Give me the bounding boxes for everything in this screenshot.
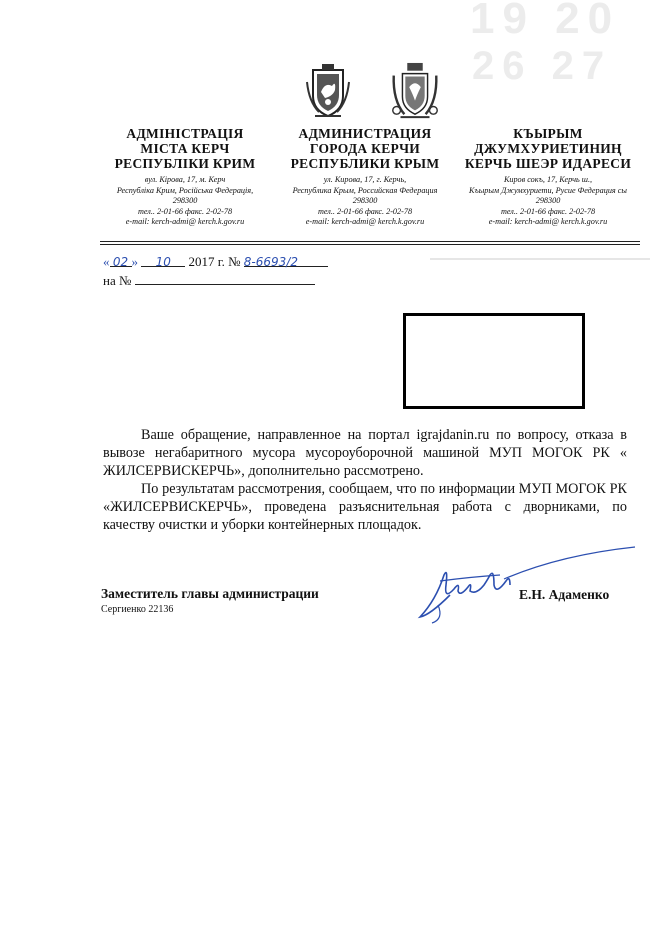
letter-body xyxy=(103,426,627,534)
reference-year-label: 2017 г. № xyxy=(188,254,241,269)
org-address-crimean-tatar: Киров сокъ, 17, Керчь ш., Къырым Джумхуриети, Русие Федерация сы 298300 тел.. 2-01-66 факс. 2-02-78 e-mail: kerch-admi@ kerch.k.gov.ru xyxy=(469,175,627,226)
body-paragraph: Ваше обращение, направленное на портал igrajdanin.ru по вопросу, отказа в вывозе негабаритного мусора мусороуборочной машиной МУП МОГОК РК « ЖИЛСЕРВИСКЕРЧЬ», дополнительно рассмотрено. xyxy=(103,427,627,479)
executor-note: Сергиенко 22136 xyxy=(101,604,174,615)
handwritten-signature xyxy=(410,545,640,625)
org-name-russian: АДМИНИСТРАЦИЯ ГОРОДА КЕРЧИ РЕСПУБЛИКИ КРЫМ xyxy=(290,126,440,171)
signatory-title: Заместитель главы администрации xyxy=(101,586,319,601)
header-right-crimean-tatar xyxy=(458,126,638,228)
header-divider xyxy=(100,241,640,242)
bleed-through-text: 26 27 xyxy=(472,44,613,88)
reference-number: 8-6693/2 xyxy=(244,254,328,267)
org-address-russian: ул. Кирова, 17, г. Керчь, Республика Крым, Российская Федерация 298300 тел.. 2-01-66 факс. 2-02-78 e-mail: kerch-admi@ kerch.k.gov.ru xyxy=(292,175,438,226)
reference-month: 10 xyxy=(141,254,185,267)
incoming-reference xyxy=(103,272,315,289)
header-left-ukrainian xyxy=(100,126,270,228)
body-paragraph: По результатам рассмотрения, сообщаем, что по информации МУП МОГОК РК «ЖИЛСЕРВИСКЕРЧЬ», проведена разъяснительная работа с дворниками, по качеству очистки и уборки контейнерных площадок. xyxy=(103,481,627,533)
crimea-coat-of-arms-icon xyxy=(305,62,351,120)
kerch-coat-of-arms-icon xyxy=(390,62,440,120)
incoming-reference-blank xyxy=(135,272,315,285)
incoming-reference-label: на № xyxy=(103,273,132,288)
header-divider xyxy=(100,244,640,245)
bleed-through-line xyxy=(430,258,650,260)
org-name-ukrainian: АДМІНІСТРАЦІЯ МІСТА КЕРЧ РЕСПУБЛІКИ КРИМ xyxy=(114,126,256,171)
open-quote: « xyxy=(103,254,110,269)
reference-day: 02 xyxy=(110,254,132,267)
org-name-crimean-tatar: КЪЫРЫМ ДЖУМХУРИЕТИНИҢ КЕРЧЬ ШЕЭР ИДАРЕСИ xyxy=(464,126,632,171)
redacted-addressee-box xyxy=(403,313,585,409)
close-quote: » xyxy=(131,254,138,269)
header-center-russian xyxy=(280,126,450,228)
signatory-name: Е.Н. Адаменко xyxy=(519,587,610,602)
org-address-ukrainian: вул. Кірова, 17, м. Керч Республіка Крим, Російська Федерація, 298300 тел.. 2-01-66 факс. 2-02-78 e-mail: kerch-admi@ kerch.k.gov.ru xyxy=(116,175,254,226)
outgoing-reference xyxy=(103,254,328,270)
bleed-through-text: 19 20 xyxy=(470,0,621,43)
